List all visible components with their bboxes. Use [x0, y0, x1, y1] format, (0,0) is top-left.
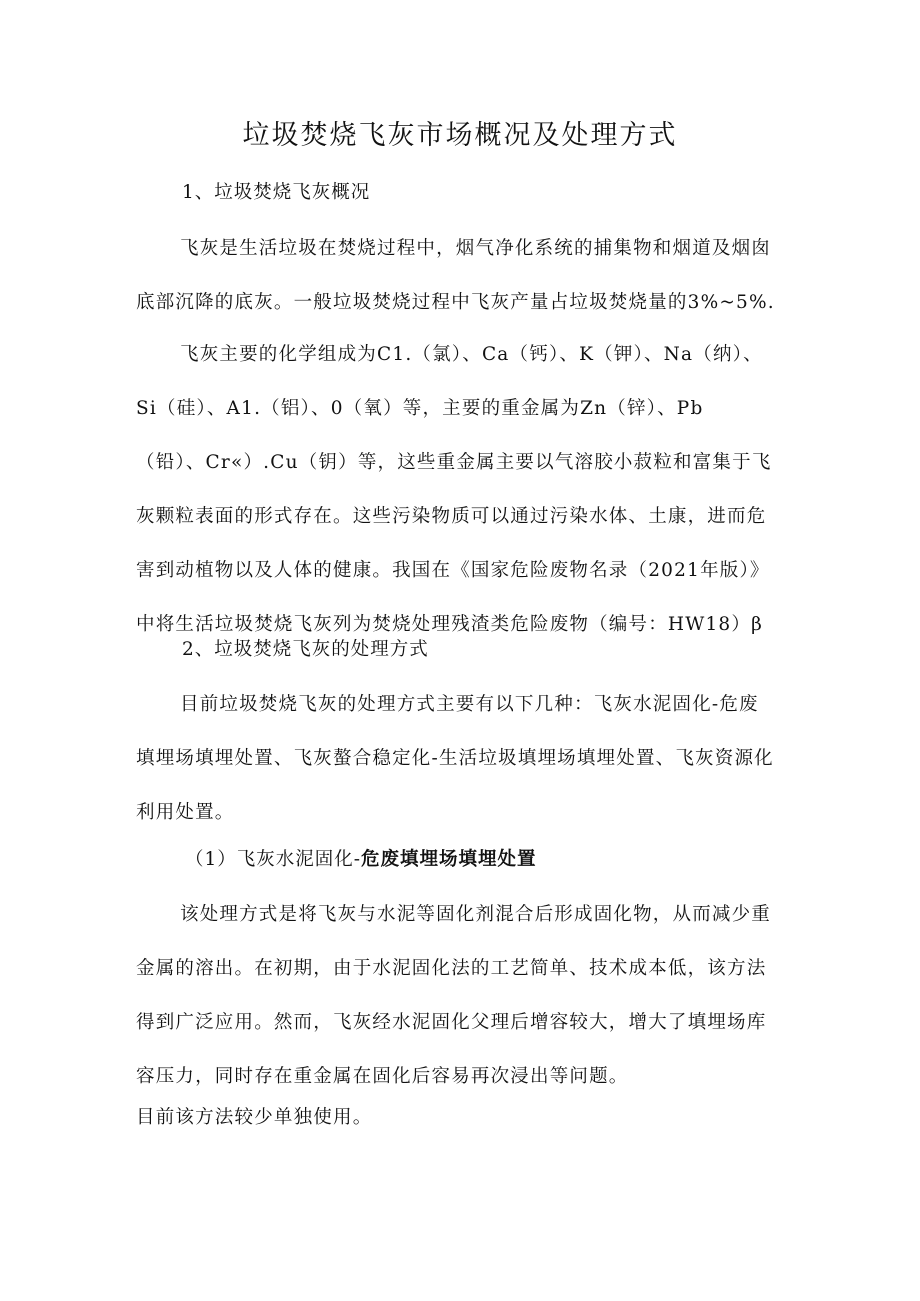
text-line: 飞灰主要的化学组成为C1.（氯）、Ca（钙）、K（钾）、Na（纳）、: [180, 344, 763, 365]
section-1-paragraph-2: [136, 340, 796, 664]
section-1-paragraph-1: [136, 234, 796, 342]
text-line: 目前垃圾焚烧飞灰的处理方式主要有以下几种：飞灰水泥固化-危废: [180, 694, 759, 715]
text-line: 灰颗粒表面的形式存在。这些污染物质可以通过污染水体、土康，进而危: [136, 506, 767, 527]
text-line: 得到广泛应用。然而，飞灰经水泥固化父理后增容较大，增大了填埋场库: [136, 1012, 767, 1033]
text-line: Si（硅）、A1.（铝）、0（氧）等，主要的重金属为Zn（锌）、Pb: [136, 398, 704, 419]
section-1-heading: 1、垃圾焚烧飞灰概况: [182, 182, 371, 203]
subsection-1-heading: [185, 845, 537, 875]
text-line: 利用处置。: [136, 802, 235, 823]
subsection-1-paragraph-2: 目前该方法较少单独使用。: [136, 1107, 373, 1128]
text-line: 填埋场填埋处置、飞灰螯合稳定化-生活垃圾填埋场填埋处置、飞灰资源化: [136, 748, 774, 769]
text-line: 飞灰是生活垃圾在焚烧过程中，烟气净化系统的捕集物和烟道及烟囱: [180, 238, 772, 259]
text-line: 底部沉降的底灰。一般垃圾焚烧过程中飞灰产量占垃圾焚烧量的3%~5%.: [136, 292, 775, 313]
subsection-heading-plain: （1）飞灰水泥固化-: [185, 849, 362, 870]
section-2-heading: 2、垃圾焚烧飞灰的处理方式: [182, 639, 429, 660]
section-2-paragraph-1: [136, 690, 796, 852]
document-title: 垃圾焚烧飞灰市场概况及处理方式: [242, 120, 678, 151]
subsection-1-paragraph-1: [136, 900, 796, 1116]
text-line: （铅）、Cr«）.Cu（钥）等，这些重金属主要以气溶胶小菽粒和富集于飞: [136, 452, 772, 473]
subsection-heading-bold: 危废填埋场填埋处置: [361, 849, 537, 870]
text-line: 害到动植物以及人体的健康。我国在《国家危险废物名录（2021年版）》: [136, 560, 770, 581]
text-line: 该处理方式是将飞灰与水泥等固化剂混合后形成固化物，从而减少重: [180, 904, 772, 925]
text-line: 金属的溶出。在初期，由于水泥固化法的工艺简单、技术成本低，该方法: [136, 958, 767, 979]
text-line: 容压力，同时存在重金属在固化后容易再次浸出等问题。: [136, 1066, 629, 1087]
text-line: 中将生活垃圾焚烧飞灰列为焚烧处理残渣类危险废物（编号：HW18）β: [136, 614, 763, 635]
